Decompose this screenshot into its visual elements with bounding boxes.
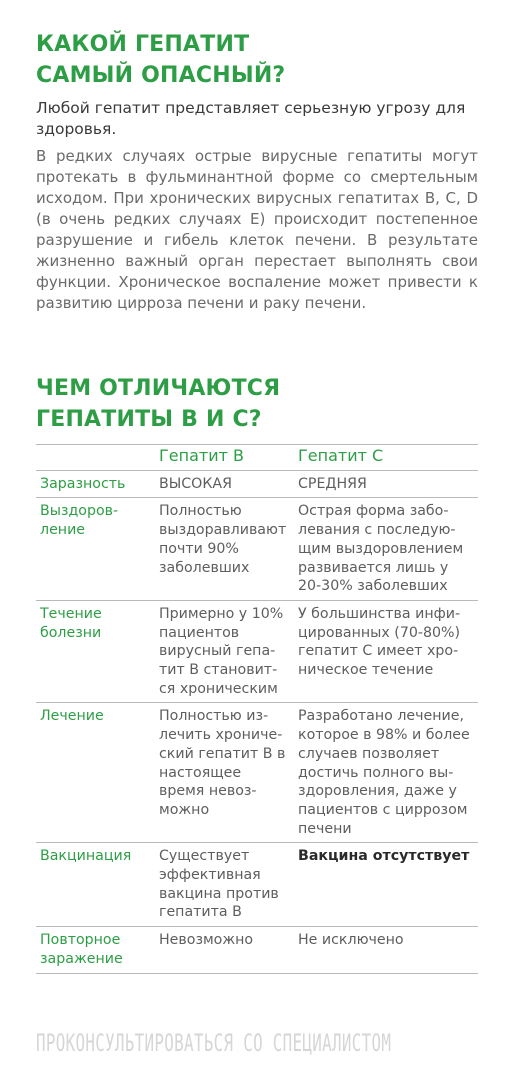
cell-hepatitis-c: Острая форма забо-левания с последую-щим выздоровлением развивается лишь у 20-30% заболевших [294, 498, 478, 601]
table-row [36, 703, 478, 843]
table-header-empty [36, 445, 155, 471]
table-header-hepatitis-c: Гепатит С [294, 445, 478, 471]
body-paragraph: В редких случаях острые вирусные гепатиты могут протекать в фульминантной форме со смертельным исходом. При хронических вирусных гепатитах B, C, D (в очень редких случаях E) происходит постепенное разрушение и гибель клеток печени. В результате жизненно важный орган перестает выполнять свои функции. Хроническое воспаление может привести к развитию цирроза печени и раку печени. [36, 147, 478, 312]
heading-line: ЧЕМ ОТЛИЧАЮТСЯ [36, 376, 281, 401]
table-row [36, 843, 478, 927]
row-label: Лечение [36, 703, 155, 843]
table-row [36, 470, 478, 498]
cell-hepatitis-b: Полностью из-лечить хрониче-ский гепатит В в настоящее время невоз-можно [155, 703, 294, 843]
row-label: Выздоров-ление [36, 498, 155, 601]
heading-line: САМЫЙ ОПАСНЫЙ? [36, 63, 286, 88]
table-row [36, 498, 478, 601]
consult-specialist-banner: ПРОКОНСУЛЬТИРОВАТЬСЯ СО СПЕЦИАЛИСТОМ [36, 1029, 392, 1057]
row-label: Вакцинация [36, 843, 155, 927]
cell-hepatitis-b: Существует эффективная вакцина против гепатита В [155, 843, 294, 927]
table-row [36, 600, 478, 703]
row-label: Заразность [36, 470, 155, 498]
table-header-row [36, 445, 478, 471]
cell-hepatitis-c: СРЕДНЯЯ [294, 470, 478, 498]
table-row [36, 927, 478, 973]
cell-hepatitis-b: Полностью выздоравливают почти 90% заболевших [155, 498, 294, 601]
row-label: Течение болезни [36, 600, 155, 703]
cell-hepatitis-c: У большинства инфи-цированных (70-80%) гепатит С имеет хро-ническое течение [294, 600, 478, 703]
cell-hepatitis-c: Вакцина отсутствует [294, 843, 478, 927]
cell-hepatitis-c: Разработано лечение, которое в 98% и более случаев позволяет достичь полного вы-здоровления, даже у пациентов с циррозом печени [294, 703, 478, 843]
comparison-table [36, 444, 478, 974]
table-header-hepatitis-b: Гепатит В [155, 445, 294, 471]
cell-hepatitis-b: Невозможно [155, 927, 294, 973]
cell-hepatitis-b: ВЫСОКАЯ [155, 470, 294, 498]
lead-paragraph: Любой гепатит представляет серьезную угрозу для здоровья. [36, 99, 466, 138]
section-heading-most-dangerous [36, 29, 285, 91]
cell-hepatitis-c: Не исключено [294, 927, 478, 973]
section-heading-differences [36, 373, 280, 435]
heading-line: ГЕПАТИТЫ В И С? [36, 407, 262, 432]
cell-hepatitis-b: Примерно у 10% пациентов вирусный гепа-тит В становит-ся хроническим [155, 600, 294, 703]
heading-line: КАКОЙ ГЕПАТИТ [36, 32, 250, 57]
row-label: Повторное заражение [36, 927, 155, 973]
